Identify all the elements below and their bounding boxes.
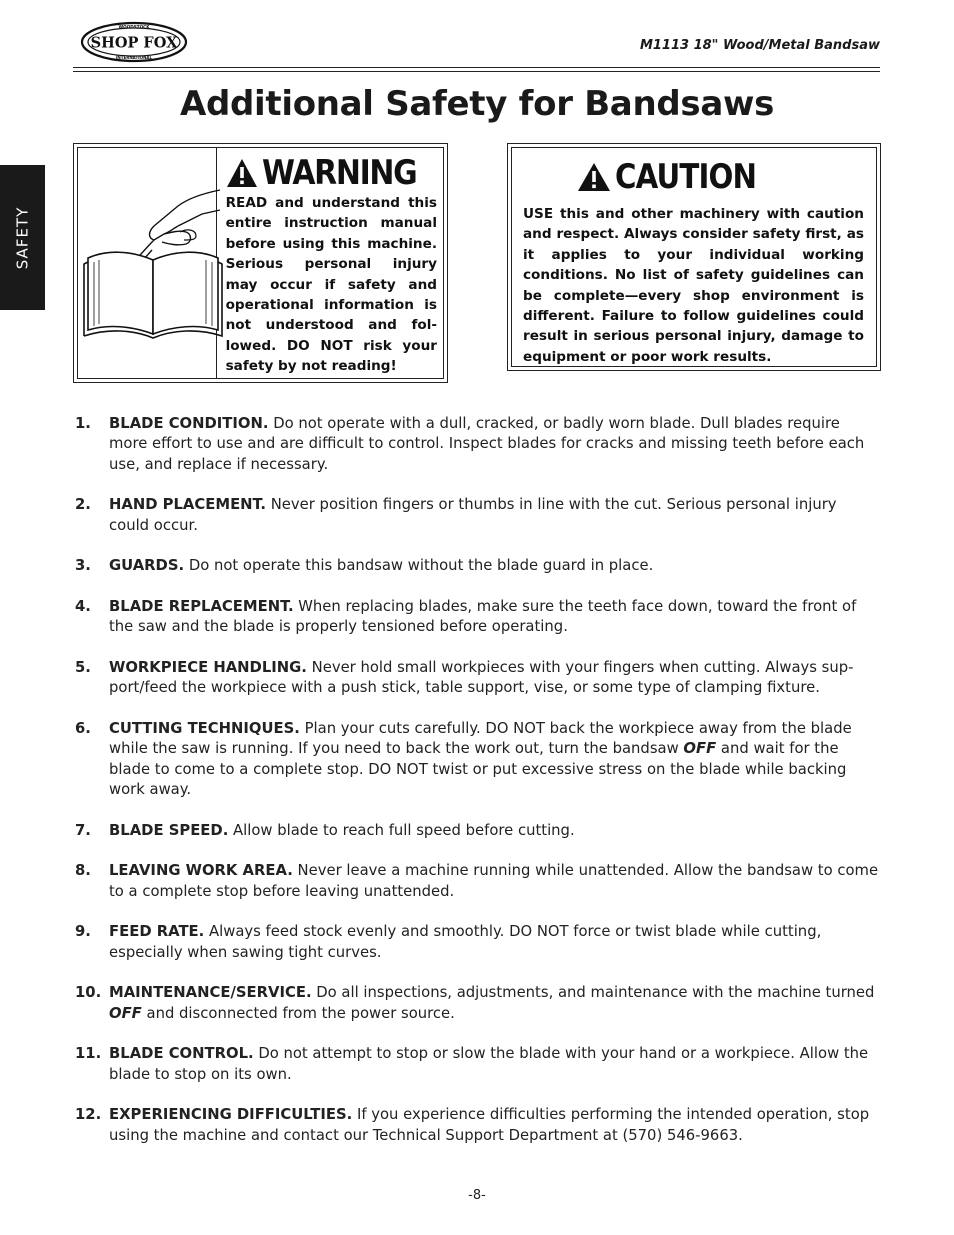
section-tab-safety <box>0 165 45 310</box>
list-item: 9. FEED RATE. Always feed stock evenly and smoothly. DO NOT force or twist blade while cutting, especially when sawing tight curves. <box>75 923 822 961</box>
list-item: 11. BLADE CONTROL. Do not attempt to stop or slow the blade with your hand or a workpiece. Allow the blade to stop on its own. <box>75 1045 869 1083</box>
document-title: M1113 18" Wood/Metal Bandsaw <box>639 38 880 53</box>
caution-heading: CAUTION <box>615 157 757 197</box>
caution-body: USE this and other machinery with caution and respect. Always consider safety first, as it applies to your individual working conditions. No list of safety guidelines can be complete—every shop environment is different. Failure to follow guidelines could result in serious personal injury, damage to equipment or poor work results. <box>523 206 864 365</box>
logo-ring-top: WOODSTOCK <box>118 24 150 30</box>
page-number: -8- <box>468 1188 486 1203</box>
list-item: 5. WORKPIECE HANDLING. Never hold small workpieces with your fingers when cutting. Always sup-port/feed the workpiece with a push stick, table support, vise, or some type of clamping fixture. <box>75 659 854 697</box>
header-rule-thin <box>73 71 880 72</box>
safety-rules-list <box>75 414 880 1166</box>
list-item: 3. GUARDS. Do not operate this bandsaw without the blade guard in place. <box>75 557 654 575</box>
shop-fox-logo <box>80 20 190 64</box>
list-item: 10. MAINTENANCE/SERVICE. Do all inspections, adjustments, and maintenance with the machine turned OFF and disconnected from the power source. <box>75 984 875 1022</box>
list-item: 2. HAND PLACEMENT. Never position fingers or thumbs in line with the cut. Serious personal injury could occur. <box>75 496 837 534</box>
page-title: Additional Safety for Bandsaws <box>179 84 775 124</box>
list-item: 12. EXPERIENCING DIFFICULTIES. If you experience difficulties performing the intended operation, stop using the machine and contact our Technical Support Department at (570) 546-9663. <box>75 1106 870 1144</box>
caution-box <box>507 143 881 371</box>
logo-wordmark: SHOP FOX <box>90 34 178 52</box>
warning-body: READ and understand this entire instruction manual before using this machine. Serious personal injury may occur if safety and operational information is not understood and fol-lowed. DO NOT risk your safety by not reading! <box>225 195 437 375</box>
list-item: 6. CUTTING TECHNIQUES. Plan your cuts carefully. DO NOT back the workpiece away from the blade while the saw is running. If you need to back the work out, turn the bandsaw OFF and wait for the blade to come to a complete stop. DO NOT twist or put excessive stress on the blade while backing work away. <box>75 720 852 799</box>
logo-ring-bottom: INTERNATIONAL <box>115 55 153 60</box>
warning-heading: WARNING <box>261 153 416 193</box>
open-manual-icon <box>78 148 217 378</box>
list-item: 7. BLADE SPEED. Allow blade to reach full speed before cutting. <box>75 821 575 839</box>
caution-triangle-icon <box>577 162 611 192</box>
list-item: 4. BLADE REPLACEMENT. When replacing blades, make sure the teeth face down, toward the front of the saw and the blade is properly tensioned before operating. <box>75 598 857 636</box>
list-item: 1. BLADE CONDITION. Do not operate with a dull, cracked, or badly worn blade. Dull blades require more effort to use and are difficult to control. Inspect blades for cracks and missing teeth before each use, and replace if necessary. <box>75 415 865 473</box>
header-rule <box>73 67 880 68</box>
warning-triangle-icon <box>226 158 258 188</box>
section-tab-label: SAFETY <box>13 206 32 269</box>
list-item: 8. LEAVING WORK AREA. Never leave a machine running while unattended. Allow the bandsaw to come to a complete stop before leaving unattended. <box>75 862 879 900</box>
warning-box <box>73 143 448 383</box>
